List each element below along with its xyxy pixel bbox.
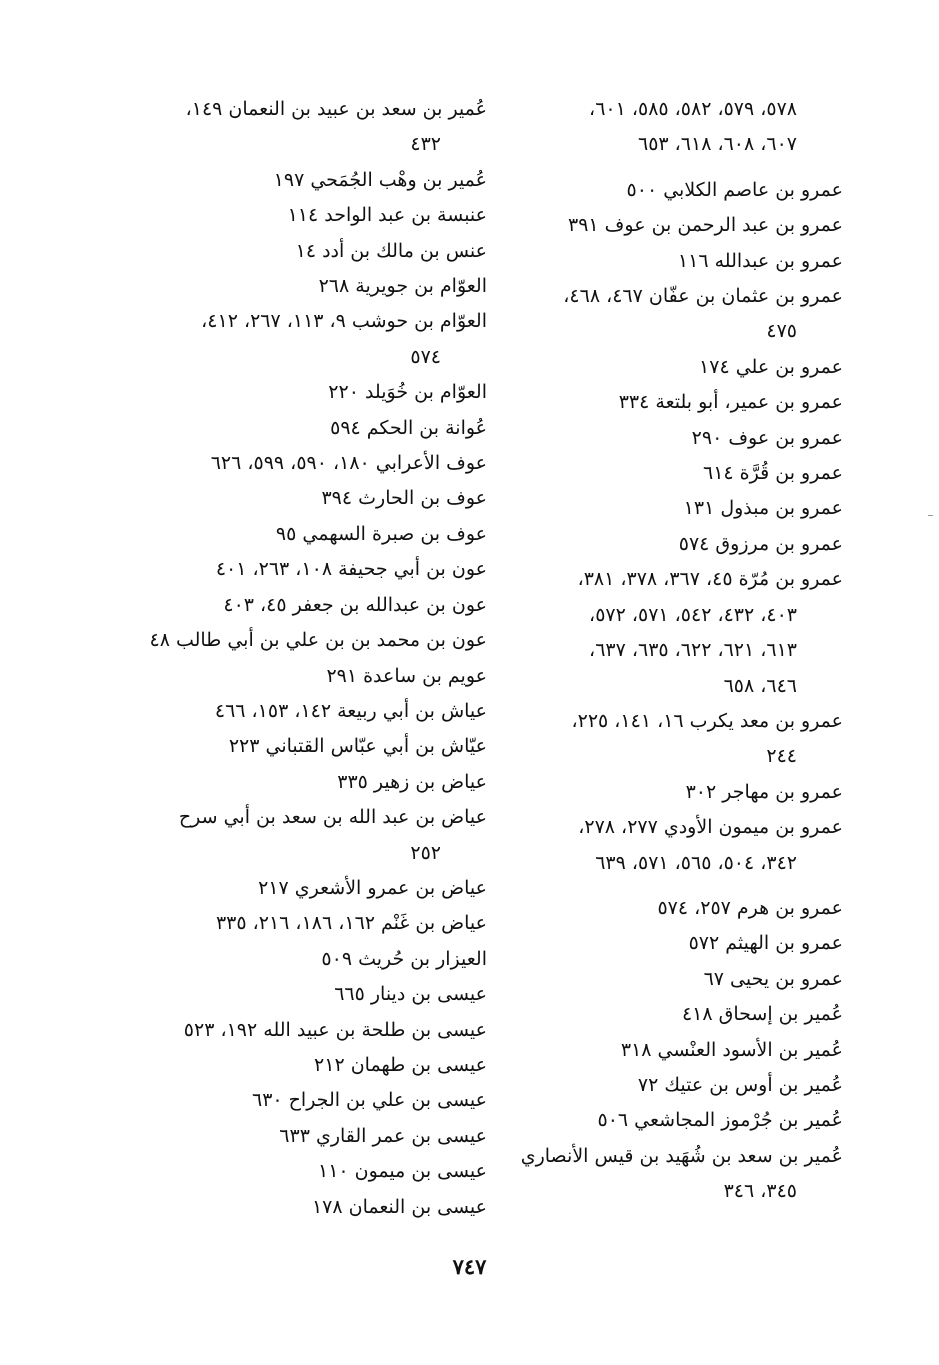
index-entry: عُوانة بن الحكم ٥٩٤ [330,416,487,439]
index-entry-continuation: ٣٤٢، ٥٠٤، ٥٦٥، ٥٧١، ٦٣٩ [595,851,797,874]
index-entry: عيسى بن طلحة بن عبيد الله ١٩٢، ٥٢٣ [183,1018,487,1041]
page-number: ٧٤٧ [452,1254,487,1279]
index-entry: عون بن محمد بن بن علي بن أبي طالب ٤٨ [149,629,487,652]
index-entry: العوّام بن جويرية ٢٦٨ [318,275,487,298]
index-entry: عُمير بن إسحاق ٤١٨ [681,1003,843,1026]
index-entry-continuation: ٤٣٢ [410,133,441,156]
index-entry: عمرو بن هرم ٢٥٧، ٥٧٤ [657,896,843,919]
index-entry: عمرو بن قُرَّة ٦١٤ [703,462,843,485]
index-entry: عمرو بن يحيى ٦٧ [703,967,843,990]
index-entry: العوّام بن خُوَيلد ٢٢٠ [328,381,487,404]
index-entry-continuation: ٢٥٢ [410,841,441,864]
index-entry-continuation: ٢٤٤ [766,745,797,768]
index-entry-continuation: ٥٧٨، ٥٧٩، ٥٨٢، ٥٨٥، ٦٠١، [589,98,797,120]
index-entry: عمرو بن مُرّة ٤٥، ٣٦٧، ٣٧٨، ٣٨١، [577,568,843,591]
index-column-right [503,92,843,1210]
index-entry: عمرو بن مرزوق ٥٧٤ [678,532,843,555]
index-entry: عُمير بن سعد بن شُهَيد بن قيس الأنصاري [520,1144,843,1167]
index-entry: عمرو بن معد يكرب ١٦، ١٤١، ٢٢٥، [571,709,843,732]
index-entry: عمرو بن عثمان بن عفّان ٤٦٧، ٤٦٨، [563,285,843,308]
index-entry: عوف الأعرابي ١٨٠، ٥٩٠، ٥٩٩، ٦٢٦ [210,452,487,475]
index-entry-continuation: ٤٠٣، ٤٣٢، ٥٤٢، ٥٧١، ٥٧٢، [589,603,797,626]
index-entry: عيسى بن عمر القاري ٦٣٣ [279,1124,487,1147]
index-entry: عوف بن صبرة السهمي ٩٥ [275,522,487,545]
index-entry: عيّاش بن أبي عبّاس القتباني ٢٢٣ [228,735,487,758]
index-entry: عيسى بن علي بن الجراح ٦٣٠ [251,1089,487,1112]
index-entry: عمرو بن مبذول ١٣١ [683,497,843,520]
index-entry-continuation: ٥٧٤ [410,345,441,368]
index-entry-continuation: ٣٤٥، ٣٤٦ [723,1180,797,1203]
index-entry: عمرو بن مهاجر ٣٠٢ [685,780,843,803]
index-entry: عمرو بن الهيثم ٥٧٢ [688,932,843,955]
index-entry: العيزار بن حُريث ٥٠٩ [321,947,487,970]
index-entry-continuation: ٦٠٧، ٦٠٨، ٦١٨، ٦٥٣ [637,133,797,156]
index-entry: عيسى بن طهمان ٢١٢ [314,1053,487,1076]
index-entry: عُمير بن جُرْموز المجاشعي ٥٠٦ [597,1109,843,1132]
index-entry-continuation: ٦١٣، ٦٢١، ٦٢٢، ٦٣٥، ٦٣٧، [589,639,797,662]
index-entry: عمرو بن عمير، أبو بلتعة ٣٣٤ [618,391,843,414]
entry-gap [503,881,843,891]
index-entry: عياض بن عمرو الأشعري ٢١٧ [258,876,487,899]
index-entry: عمرو بن علي ١٧٤ [699,355,843,378]
index-entry-continuation: ٦٤٦، ٦٥٨ [723,674,797,697]
index-entry: عمرو بن ميمون الأودي ٢٧٧، ٢٧٨، [578,816,843,839]
index-entry: العوّام بن حوشب ٩، ١١٣، ٢٦٧، ٤١٢، [201,310,487,333]
index-entry: عياض بن زهير ٣٣٥ [337,770,487,793]
index-entry: عويم بن ساعدة ٢٩١ [326,664,487,687]
index-entry: عياض بن غَنْم ١٦٢، ١٨٦، ٢١٦، ٣٣٥ [215,912,487,935]
index-entry: عيسى بن دينار ٦٦٥ [334,983,487,1006]
index-entry: عنبسة بن عبد الواحد ١١٤ [287,204,487,227]
index-entry: عمرو بن عوف ٢٩٠ [691,426,843,449]
index-entry: عياش بن أبي ربيعة ١٤٢، ١٥٣، ٤٦٦ [214,699,487,722]
index-entry: عون بن أبي جحيفة ١٠٨، ٢٦٣، ٤٠١ [215,558,487,581]
index-entry: عمرو بن عبد الرحمن بن عوف ٣٩١ [568,214,843,237]
index-entry: عُمير بن وهْب الجُمَحي ١٩٧ [273,168,487,191]
index-entry: عُمير بن سعد بن عبيد بن النعمان ١٤٩، [185,98,487,120]
index-entry: عياض بن عبد الله بن سعد بن أبي سرح [178,806,487,829]
index-entry: عيسى بن ميمون ١١٠ [317,1160,487,1183]
index-entry: عوف بن الحارث ٣٩٤ [321,487,487,510]
index-entry: عيسى بن النعمان ١٧٨ [311,1195,487,1218]
index-entry: عُمير بن الأسود العنْسي ٣١٨ [620,1038,843,1061]
entry-gap [503,163,843,173]
index-entry: عمرو بن عبدالله ١١٦ [677,249,843,272]
index-entry: عون بن عبدالله بن جعفر ٤٥، ٤٠٣ [223,593,487,616]
index-entry: عنس بن مالك بن أدد ١٤ [295,239,487,262]
index-entry-continuation: ٤٧٥ [766,320,797,343]
index-entry: عمرو بن عاصم الكلابي ٥٠٠ [626,178,843,201]
scan-edge-mark [928,515,933,516]
index-column-left [142,92,487,1225]
index-entry: عُمير بن أوس بن عتيك ٧٢ [637,1073,843,1096]
